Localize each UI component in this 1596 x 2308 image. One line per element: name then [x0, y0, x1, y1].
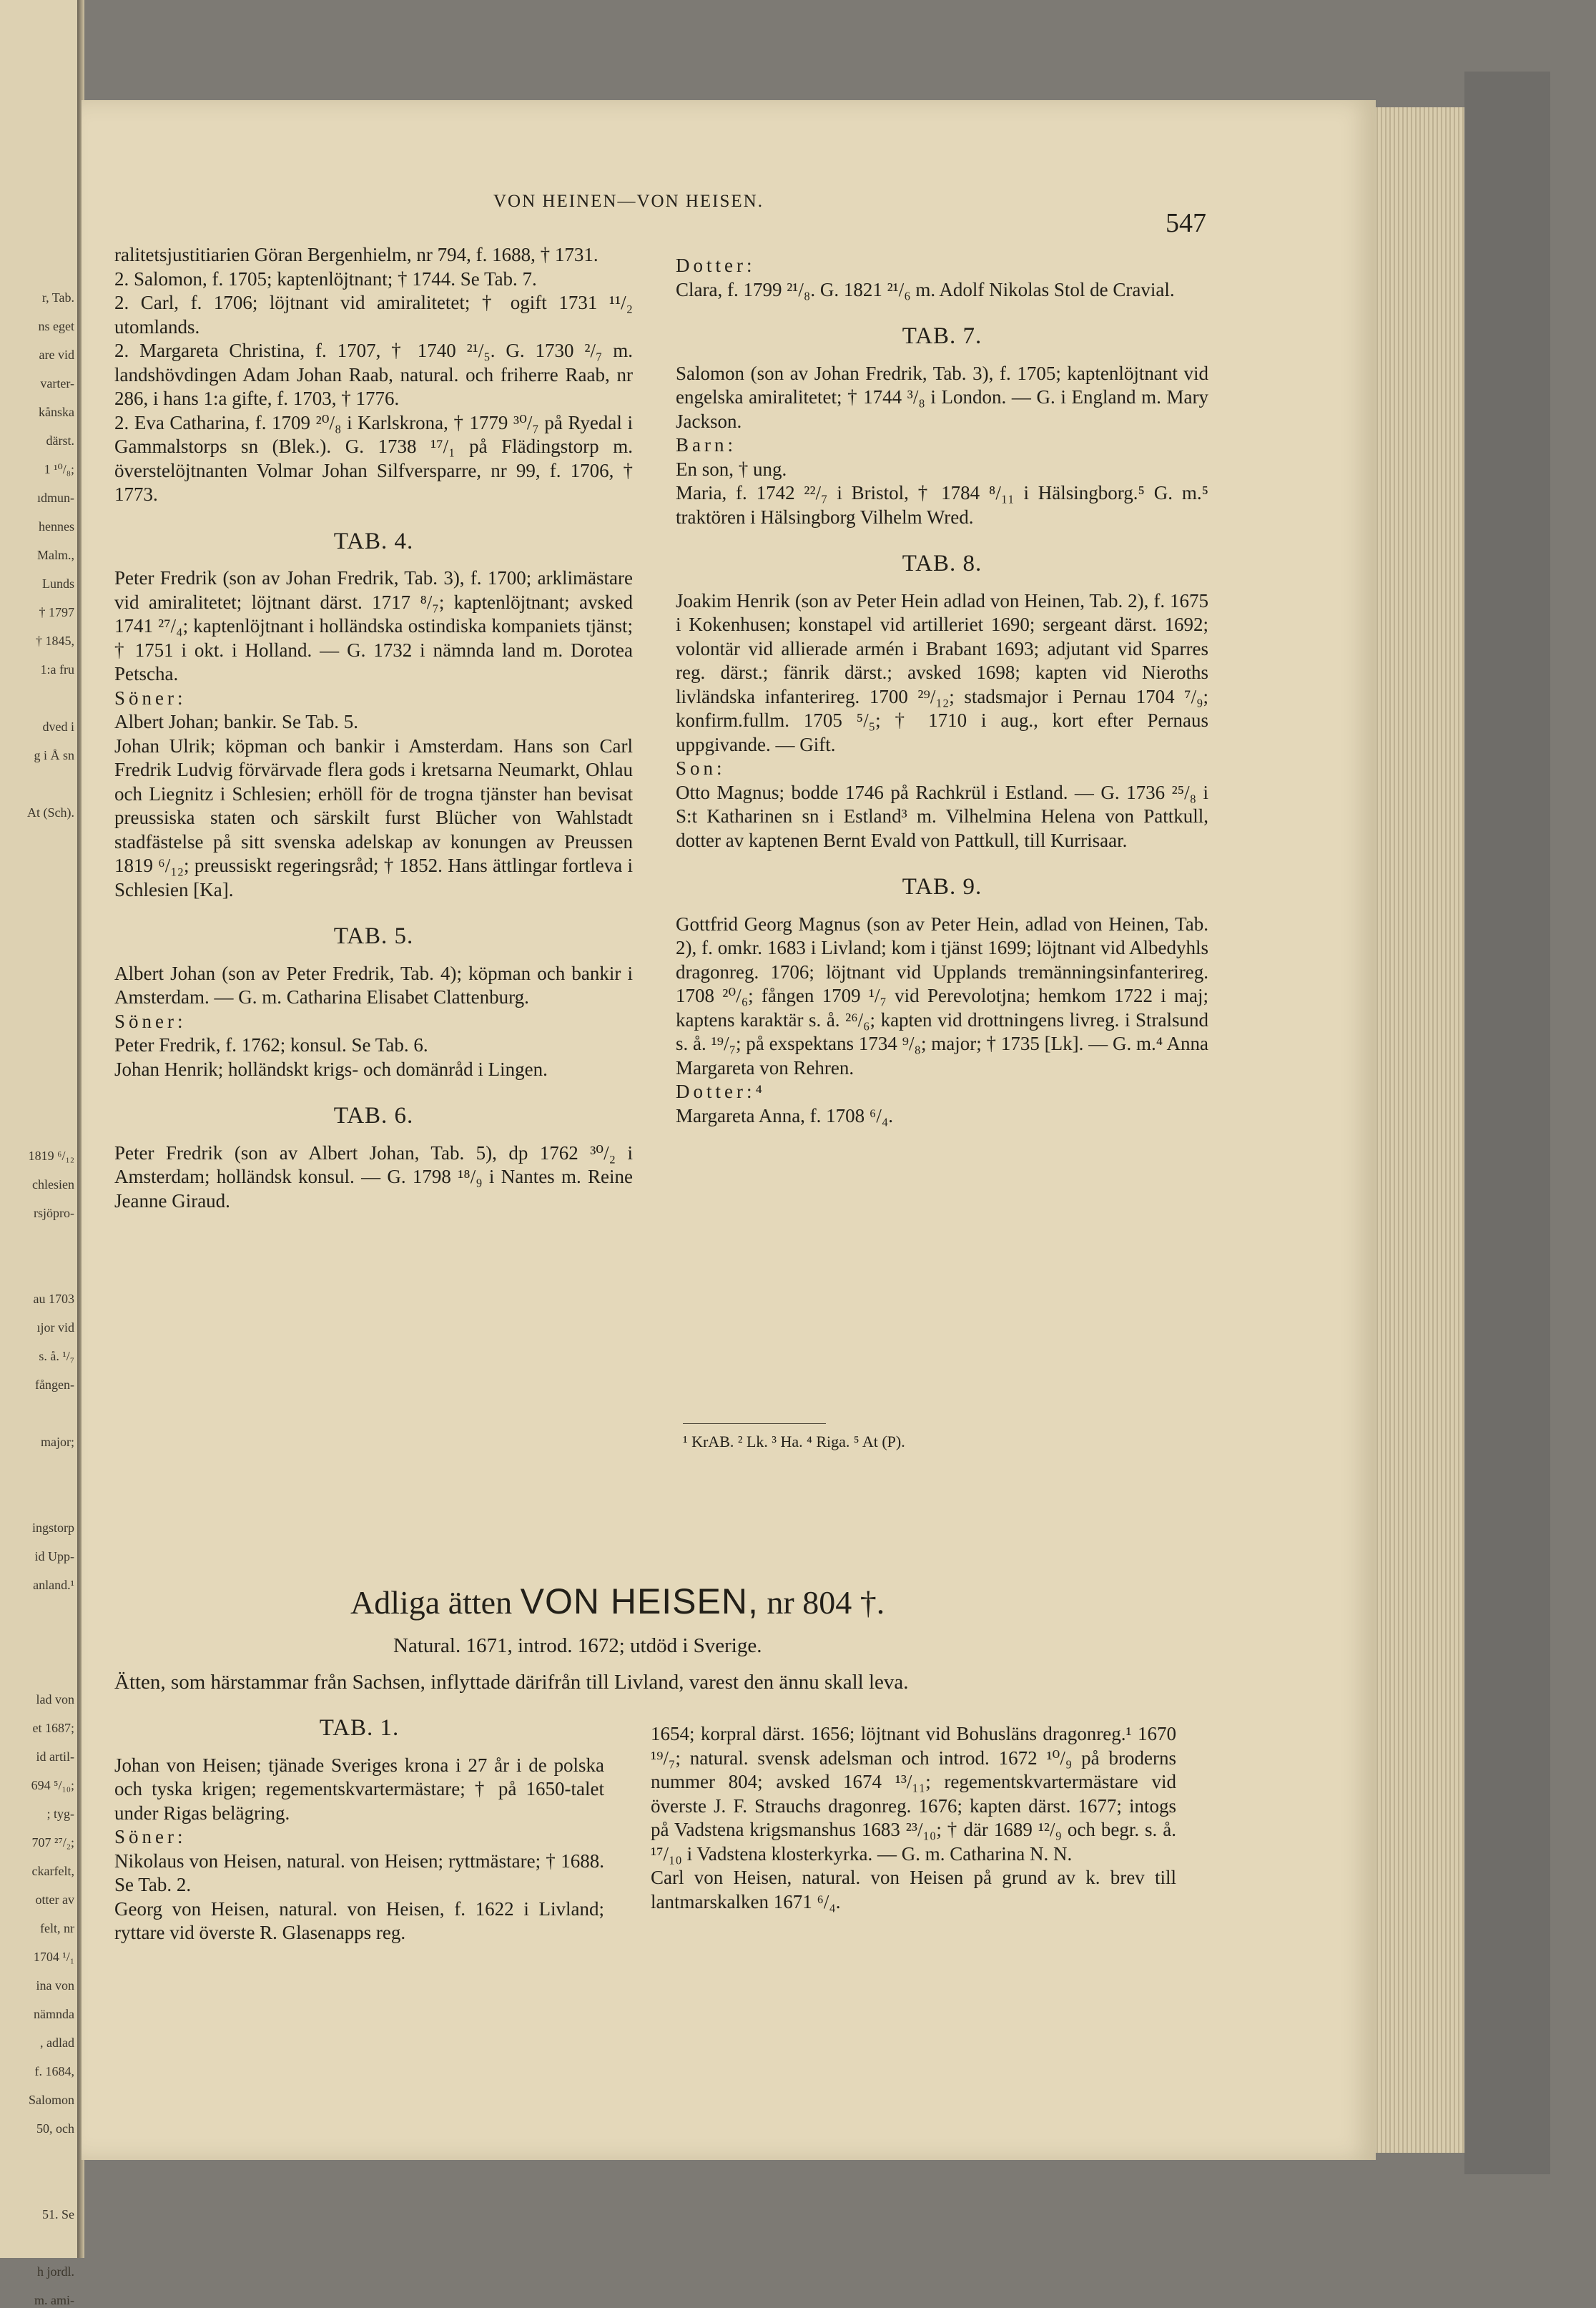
previous-page-text: varter-	[40, 376, 74, 391]
entry-paragraph: Salomon (son av Johan Fredrik, Tab. 3), f. 1705; kaptenlöjtnant vid engelska amiralitetet; † 1744 ³/₈ i London. — G. i England m. Mary Jackson.	[676, 362, 1208, 432]
previous-page-text: g i Å sn	[34, 748, 74, 762]
entry-paragraph: 1654; korpral därst. 1656; löjtnant vid Bohusläns dragonreg.¹ 1670 ¹⁹/₇; natural. svensk adelsman och introd. 1672 ¹⁰/₉ på broderns nummer 804; avsked 1674 ¹³/₁₁; regementskvartermästare vid överste J. F. Strauchs dragonreg. 1676; kapten därst. 1677; intogs på Vadstena krigsmanshus 1683 ²³/₁₀; † där 1689 ¹²/₉ och begr. s. å. ¹⁷/₁₀ i Vadstena klosterkyrka. — G. m. Catharina N. N.	[651, 1723, 1176, 1865]
entry-paragraph: Nikolaus von Heisen, natural. von Heisen; ryttmästare; † 1688. Se Tab. 2.	[114, 1850, 604, 1895]
previous-page-text: 1 ¹⁰/₈;	[44, 462, 74, 476]
section-heading: TAB. 8.	[902, 551, 982, 576]
entry-paragraph: Peter Fredrik (son av Johan Fredrik, Tab. 3), f. 1700; arklimästare vid amiralitetet; löjtnant därst. 1717 ⁸/₇; kaptenlöjtnant; avsked 1741 ²⁷/₄; kaptenlöjtnant i holländska ostindiska kompaniets tjänst; † 1751 i okt. i Holland. — G. 1732 i nämnda land m. Dorotea Petscha.	[114, 567, 633, 684]
entry-paragraph: Peter Fredrik, f. 1762; konsul. Se Tab. 6.	[114, 1034, 428, 1056]
entry-paragraph: 2. Salomon, f. 1705; kaptenlöjtnant; † 1744. Se Tab. 7.	[114, 267, 537, 290]
previous-page-text: fången-	[35, 1378, 74, 1392]
right-column	[676, 254, 1208, 1128]
previous-page-text: nämnda	[34, 2007, 74, 2021]
entry-paragraph: Johan Ulrik; köpman och bankir i Amsterdam. Hans son Carl Fredrik Ludvig förvärvade flera gods i kretsarna Neumarkt, Ohlau och Liegnitz i Schlesien; erhöll för de trogna tjänster han bevisat preussiska staten och särskilt furst Blücher von Wahlstadt stadfästelse på sitt svenska adelskap av konungen av Preussen 1819 ⁶/₁₂; preussiskt regeringsråd; † 1852. Hans ättlingar fortleva i Schlesien [Ka].	[114, 735, 633, 900]
entry-paragraph: ralitetsjustitiarien Göran Bergenhielm, nr 794, f. 1688, † 1731.	[114, 244, 598, 265]
previous-page-text: lad von	[36, 1692, 74, 1707]
section-heading: TAB. 6.	[333, 1103, 414, 1129]
previous-page-text: 707 ²⁷/₂;	[31, 1835, 74, 1850]
previous-page-text: felt, nr	[40, 1921, 74, 1935]
previous-page-text: r, Tab.	[41, 290, 74, 305]
entry-paragraph: Peter Fredrik (son av Albert Johan, Tab. 5), dp 1762 ³⁰/₂ i Amsterdam; holländsk konsul. — G. 1798 ¹⁸/₉ i Nantes m. Reine Jeanne Giraud.	[114, 1141, 633, 1212]
entry-paragraph: 2. Margareta Christina, f. 1707, † 1740 ²¹/₅. G. 1730 ²/₇ m. landshövdingen Adam Johan Raab, natural. och friherre Raab, nr 286, i hans 1:a gifte, f. 1703, † 1776.	[114, 340, 633, 409]
previous-page-text: ina von	[36, 1978, 74, 1993]
entry-paragraph: Georg von Heisen, natural. von Heisen, f. 1622 i Livland; ryttare vid överste R. Glasenapps reg.	[114, 1897, 604, 1943]
entry-paragraph: Joakim Henrik (son av Peter Hein adlad von Heinen, Tab. 2), f. 1675 i Kokenhusen; konstapel vid artilleriet 1690; sergeant därst. 1692; volontär vid allierade armén i Brabant 1693; adjutant vid Sparres reg. därst.; fänrik därst.; avsked 1698; kapten vid Nieroths livländska infanterireg. 1700 ²⁹/₁₂; stadsmajor i Pernau 1704 ⁷/₉; konfirm.fullm. 1705 ⁵/₅; † 1710 i aug., kort efter Pernaus uppgivande. — Gift.	[676, 589, 1208, 755]
entry-paragraph: Carl von Heisen, natural. von Heisen på grund av k. brev till lantmarskalken 1671 ⁶/₄.	[651, 1867, 1176, 1912]
previous-page-text: et 1687;	[32, 1721, 74, 1735]
previous-page-text: rsjöpro-	[34, 1206, 74, 1220]
previous-page-edge	[0, 0, 80, 2307]
bottom-right-column	[651, 1722, 1176, 1914]
running-header: VON HEINEN—VON HEISEN.	[493, 192, 764, 211]
family-heading-prefix: Adliga ätten	[350, 1584, 513, 1621]
previous-page-text: otter av	[35, 1892, 74, 1907]
entry-paragraph: 2. Carl, f. 1706; löjtnant vid amiralitetet; † ogift 1731 ¹¹/₂ utomlands.	[114, 292, 633, 338]
previous-page-text: m. ami-	[34, 2293, 74, 2307]
entry-paragraph: Gottfrid Georg Magnus (son av Peter Hein, adlad von Heinen, Tab. 2), f. omkr. 1683 i Livland; kom i tjänst 1699; löjtnant vid Albedyhls dragonreg. 1706; löjtnant vid Upplands tremänningsinfanterireg. 1708 ²⁰/₆; fången 1709 ¹/₇ vid Perevolotjna; hemkom 1722 i maj; kaptens karaktär s. å. ²⁶/₆; kapten vid drottningens livreg. i Stralsund s. å. ¹⁹/₇; på exspektans 1734 ⁹/₈; major; † 1735 [Lk]. — G. m.⁴ Anna Margareta von Rehren.	[676, 913, 1208, 1079]
entry-paragraph: Albert Johan (son av Peter Fredrik, Tab. 4); köpman och bankir i Amsterdam. — G. m. Catharina Elisabet Clattenburg.	[114, 962, 633, 1008]
left-column	[114, 243, 633, 1213]
family-heading-name: VON HEISEN,	[520, 1581, 759, 1621]
previous-page-text: 1:a fru	[40, 662, 74, 677]
previous-page-text: ıdmun-	[37, 491, 74, 505]
previous-page-text: 694 ⁵/₁₀;	[31, 1778, 74, 1792]
children-heading: Dotter:	[676, 255, 756, 276]
previous-page-text: are vid	[39, 348, 74, 362]
footnotes: ¹ KrAB. ² Lk. ³ Ha. ⁴ Riga. ⁵ At (P).	[683, 1433, 905, 1450]
previous-page-text: Salomon	[28, 2093, 74, 2107]
section-heading: TAB. 4.	[333, 528, 414, 554]
previous-page-text: id artil-	[36, 1749, 74, 1764]
previous-page-text: 1704 ¹/₁	[33, 1950, 74, 1964]
previous-page-text: ns eget	[38, 319, 74, 333]
entry-paragraph: Margareta Anna, f. 1708 ⁶/₄.	[676, 1104, 894, 1126]
previous-page-text: Malm.,	[37, 548, 74, 562]
entry-paragraph: 2. Eva Catharina, f. 1709 ²⁰/₈ i Karlskrona, † 1779 ³⁰/₇ på Ryedal i Gammalstorps sn (Blek.). G. 1738 ¹⁷/₁ på Flädingstorp m. överstelöjtnanten Volmar Johan Silfversparre, nr 99, f. 1706, † 1773.	[114, 411, 633, 505]
previous-page-text: 1819 ⁶/₁₂	[28, 1149, 74, 1163]
bottom-left-column	[114, 1717, 604, 1945]
previous-page-text: f. 1684,	[34, 2064, 74, 2078]
family-heading	[350, 1581, 885, 1622]
book-cover-edge	[1464, 72, 1550, 2174]
section-heading: TAB. 9.	[902, 874, 982, 900]
previous-page-text: 51. Se	[42, 2207, 74, 2221]
entry-paragraph: Johan von Heisen; tjänade Sveriges krona i 27 år i de polska och tyska krigen; regementskvartermästare; † på 1650-talet under Rigas belägring.	[114, 1754, 604, 1824]
previous-page-text: chlesien	[32, 1177, 74, 1192]
entry-paragraph: En son, † ung.	[676, 458, 787, 480]
children-heading: Son:	[676, 757, 726, 779]
footnote-rule	[683, 1423, 826, 1424]
entry-paragraph: Johan Henrik; holländskt krigs- och domänråd i Lingen.	[114, 1058, 548, 1080]
children-heading: Barn:	[676, 434, 737, 456]
previous-page-text: ingstorp	[31, 1521, 74, 1535]
previous-page-text: ıjor vid	[36, 1320, 74, 1335]
family-heading-suffix: nr 804 †.	[767, 1584, 885, 1621]
previous-page-text: † 1797	[39, 605, 74, 619]
children-heading: Dotter:⁴	[676, 1081, 766, 1102]
page-number: 547	[1166, 208, 1206, 238]
entry-paragraph: Clara, f. 1799 ²¹/₈. G. 1821 ²¹/₆ m. Adolf Nikolas Stol de Cravial.	[676, 278, 1175, 300]
children-heading: Söner:	[114, 1826, 187, 1847]
family-origin: Ätten, som härstammar från Sachsen, inflyttade därifrån till Livland, varest den ännu skall leva.	[114, 1671, 909, 1694]
section-heading: TAB. 7.	[902, 323, 982, 349]
previous-page-text: hennes	[39, 519, 74, 534]
children-heading: Söner:	[114, 1010, 187, 1032]
previous-page-text: h jordl.	[37, 2264, 74, 2279]
previous-page-text: , adlad	[40, 2036, 74, 2050]
children-heading: Söner:	[114, 687, 187, 709]
page-edges	[1369, 107, 1468, 2153]
section-heading: TAB. 5.	[333, 923, 414, 949]
previous-page-text: 50, och	[36, 2121, 74, 2136]
previous-page-text: At (Sch).	[27, 805, 74, 820]
previous-page-text: dved i	[42, 720, 74, 734]
previous-page-text: major;	[41, 1435, 74, 1449]
previous-page-text: s. å. ¹/₇	[39, 1349, 74, 1363]
previous-page-text: au 1703	[33, 1292, 74, 1306]
previous-page-text: Lunds	[42, 576, 74, 591]
entry-paragraph: Maria, f. 1742 ²²/₇ i Bristol, † 1784 ⁸/₁₁ i Hälsingborg.⁵ G. m.⁵ traktören i Hälsingborg Vilhelm Wred.	[676, 482, 1208, 528]
previous-page-text: ckarfelt,	[31, 1864, 74, 1878]
previous-page-text: anland.¹	[33, 1578, 74, 1592]
previous-page-text: kånska	[39, 405, 74, 419]
entry-paragraph: Albert Johan; bankir. Se Tab. 5.	[114, 711, 359, 732]
section-heading: TAB. 1.	[319, 1715, 400, 1741]
entry-paragraph: Otto Magnus; bodde 1746 på Rachkrül i Estland. — G. 1736 ²⁵/₈ i S:t Katharinen sn i Estland³ m. Vilhelmina Helena von Pattkull, dotter av kaptenen Bernt Evald von Pattkull, till Kurrisaar.	[676, 781, 1208, 851]
previous-page-text: därst.	[46, 433, 74, 448]
previous-page-text: ; tyg-	[46, 1807, 74, 1821]
previous-page-text: id Upp-	[34, 1549, 74, 1563]
family-subtitle: Natural. 1671, introd. 1672; utdöd i Sverige.	[393, 1634, 762, 1657]
previous-page-text: † 1845,	[36, 634, 74, 648]
